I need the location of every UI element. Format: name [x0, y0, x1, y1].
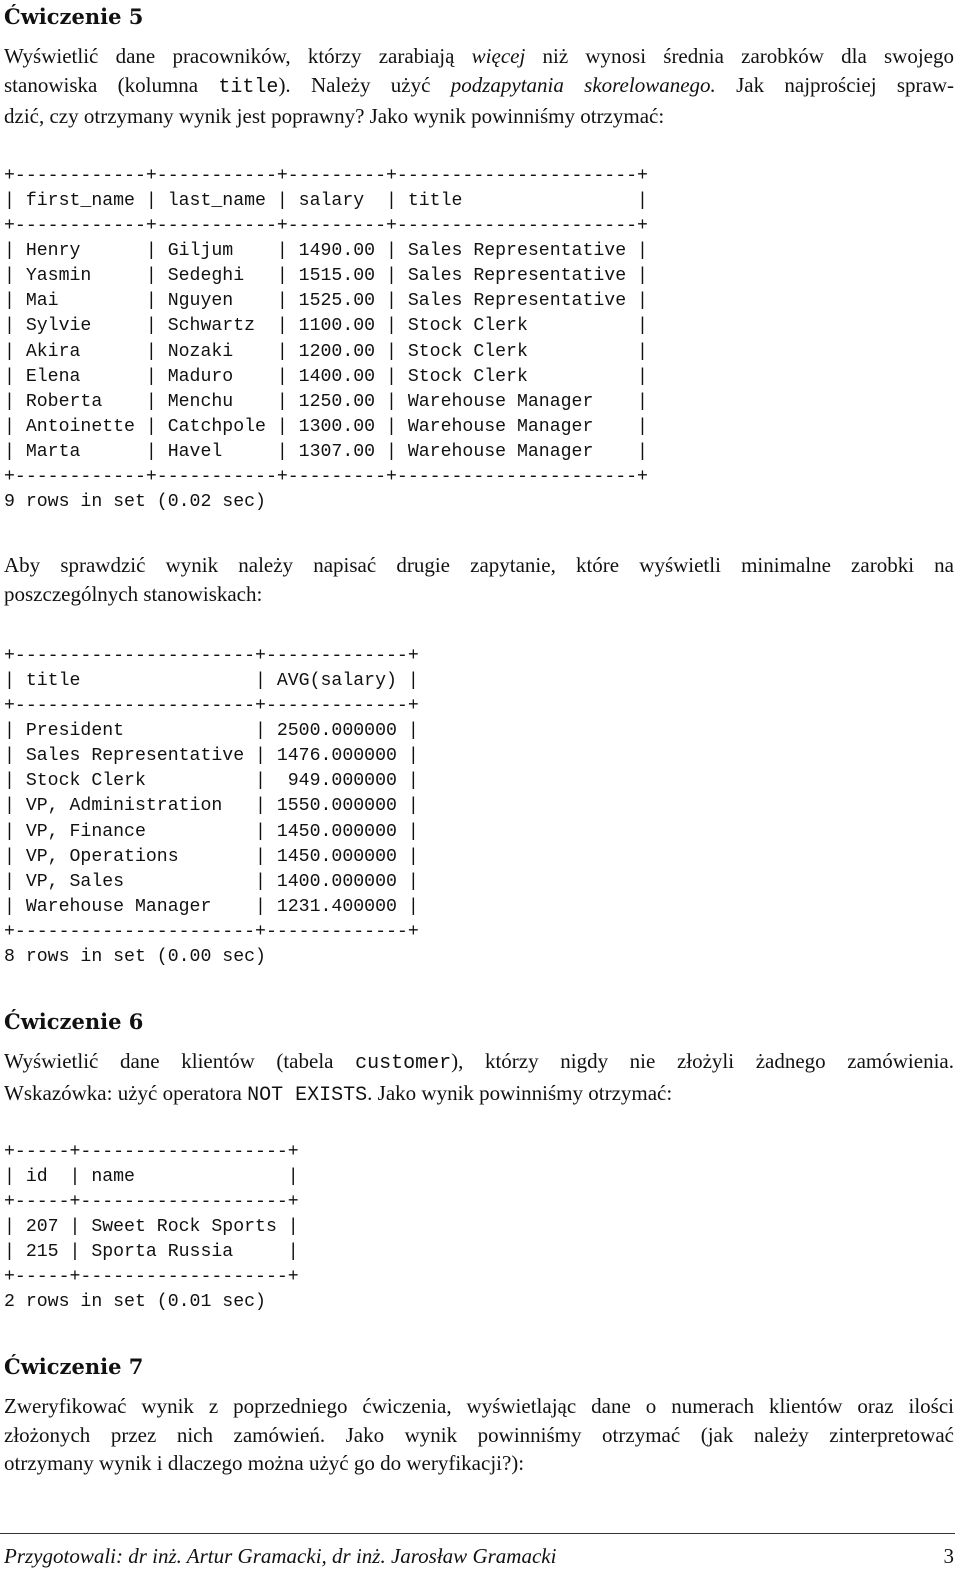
footer-authors: Przygotowali: dr inż. Artur Gramacki, dr inż. Jarosław Gramacki	[4, 1544, 557, 1568]
table-border: +-----+-------------------+	[4, 1142, 299, 1162]
table-row: | Henry | Giljum | 1490.00 | Sales Representative |	[4, 241, 648, 262]
employees-result-table	[4, 164, 648, 515]
table-row: | Sales Representative | 1476.000000 |	[4, 746, 419, 767]
table-row: | VP, Sales | 1400.000000 |	[4, 871, 419, 892]
page-number: 3	[943, 1544, 954, 1568]
table-row: | Stock Clerk | 949.000000 |	[4, 771, 419, 792]
inline-code: customer	[355, 1052, 452, 1075]
result-status: 8 rows in set (0.00 sec)	[4, 946, 266, 967]
table-border: +------------+-----------+---------+----------------------+	[4, 216, 648, 237]
description-line: Wyświetlić dane pracowników, którzy zarabiają więcej niż wynosi średnia zarobków dla swojego	[4, 44, 954, 68]
table-row: | 215 | Sporta Russia |	[4, 1242, 299, 1263]
table-row: | Marta | Havel | 1307.00 | Warehouse Manager |	[4, 441, 648, 462]
footer-divider	[0, 1533, 955, 1534]
table-row: | Antoinette | Catchpole | 1300.00 | Warehouse Manager |	[4, 416, 648, 437]
table-border: +-----+-------------------+	[4, 1192, 299, 1213]
description-line: Aby sprawdzić wynik należy napisać drugie zapytanie, które wyświetli minimalne zarobki na	[4, 553, 954, 577]
inline-code: title	[218, 75, 279, 99]
description-line: dzić, czy otrzymany wynik jest poprawny? Jako wynik powinniśmy otrzymać:	[4, 104, 665, 128]
description-line: otrzymany wynik i dlaczego można użyć go do weryfikacji?):	[4, 1451, 525, 1475]
table-border: +----------------------+-------------+	[4, 921, 419, 942]
exercise-6-heading: Ćwiczenie 6	[4, 1009, 144, 1034]
table-border: +----------------------+-------------+	[4, 696, 419, 717]
table-row: | Mai | Nguyen | 1525.00 | Sales Representative |	[4, 291, 648, 312]
table-row: | Elena | Maduro | 1400.00 | Stock Clerk |	[4, 366, 648, 387]
exercise-6-description	[4, 1047, 954, 1110]
table-border: +------------+-----------+---------+----------------------+	[4, 166, 648, 186]
description-line: Wyświetlić dane klientów (tabela customer), którzy nigdy nie złożyli żadnego zamówienia.	[4, 1049, 954, 1075]
table-row: | VP, Finance | 1450.000000 |	[4, 821, 419, 842]
table-header: | title | AVG(salary) |	[4, 671, 419, 692]
exercise-7-description	[4, 1392, 954, 1478]
table-row: | Warehouse Manager | 1231.400000 |	[4, 896, 419, 917]
table-row: | Yasmin | Sedeghi | 1515.00 | Sales Representative |	[4, 266, 648, 287]
avg-salary-result-table	[4, 644, 419, 970]
description-line: Wskazówka: użyć operatora NOT EXISTS. Jako wynik powinniśmy otrzymać:	[4, 1080, 673, 1107]
table-border: +----------------------+-------------+	[4, 646, 419, 666]
description-line: złożonych przez nich zamówień. Jako wynik powinniśmy otrzymać (jak należy zinterpretować	[4, 1422, 954, 1447]
inline-code: NOT EXISTS	[247, 1083, 368, 1107]
result-status: 2 rows in set (0.01 sec)	[4, 1292, 266, 1313]
description-line: poszczególnych stanowiskach:	[4, 581, 263, 606]
table-header: | first_name | last_name | salary | title |	[4, 191, 648, 212]
exercise-5-description	[4, 42, 954, 131]
table-row: | Roberta | Menchu | 1250.00 | Warehouse Manager |	[4, 391, 648, 412]
table-border: +-----+-------------------+	[4, 1267, 299, 1288]
table-header: | id | name |	[4, 1167, 299, 1188]
table-row: | 207 | Sweet Rock Sports |	[4, 1217, 299, 1238]
exercise-7-heading: Ćwiczenie 7	[4, 1354, 144, 1379]
verification-text	[4, 551, 954, 608]
description-line: Zweryfikować wynik z poprzedniego ćwiczenia, wyświetlając dane o numerach klientów oraz ilości	[4, 1394, 954, 1418]
description-line: stanowiska (kolumna title). Należy użyć podzapytania skorelowanego. Jak najprościej spraw-	[4, 72, 954, 99]
table-row: | Akira | Nozaki | 1200.00 | Stock Clerk |	[4, 341, 648, 362]
customers-result-table	[4, 1140, 299, 1316]
result-status: 9 rows in set (0.02 sec)	[4, 492, 266, 513]
table-row: | President | 2500.000000 |	[4, 721, 419, 742]
table-row: | VP, Operations | 1450.000000 |	[4, 846, 419, 867]
table-row: | Sylvie | Schwartz | 1100.00 | Stock Clerk |	[4, 316, 648, 337]
exercise-5-heading: Ćwiczenie 5	[4, 4, 144, 29]
table-border: +------------+-----------+---------+----------------------+	[4, 466, 648, 487]
table-row: | VP, Administration | 1550.000000 |	[4, 796, 419, 817]
